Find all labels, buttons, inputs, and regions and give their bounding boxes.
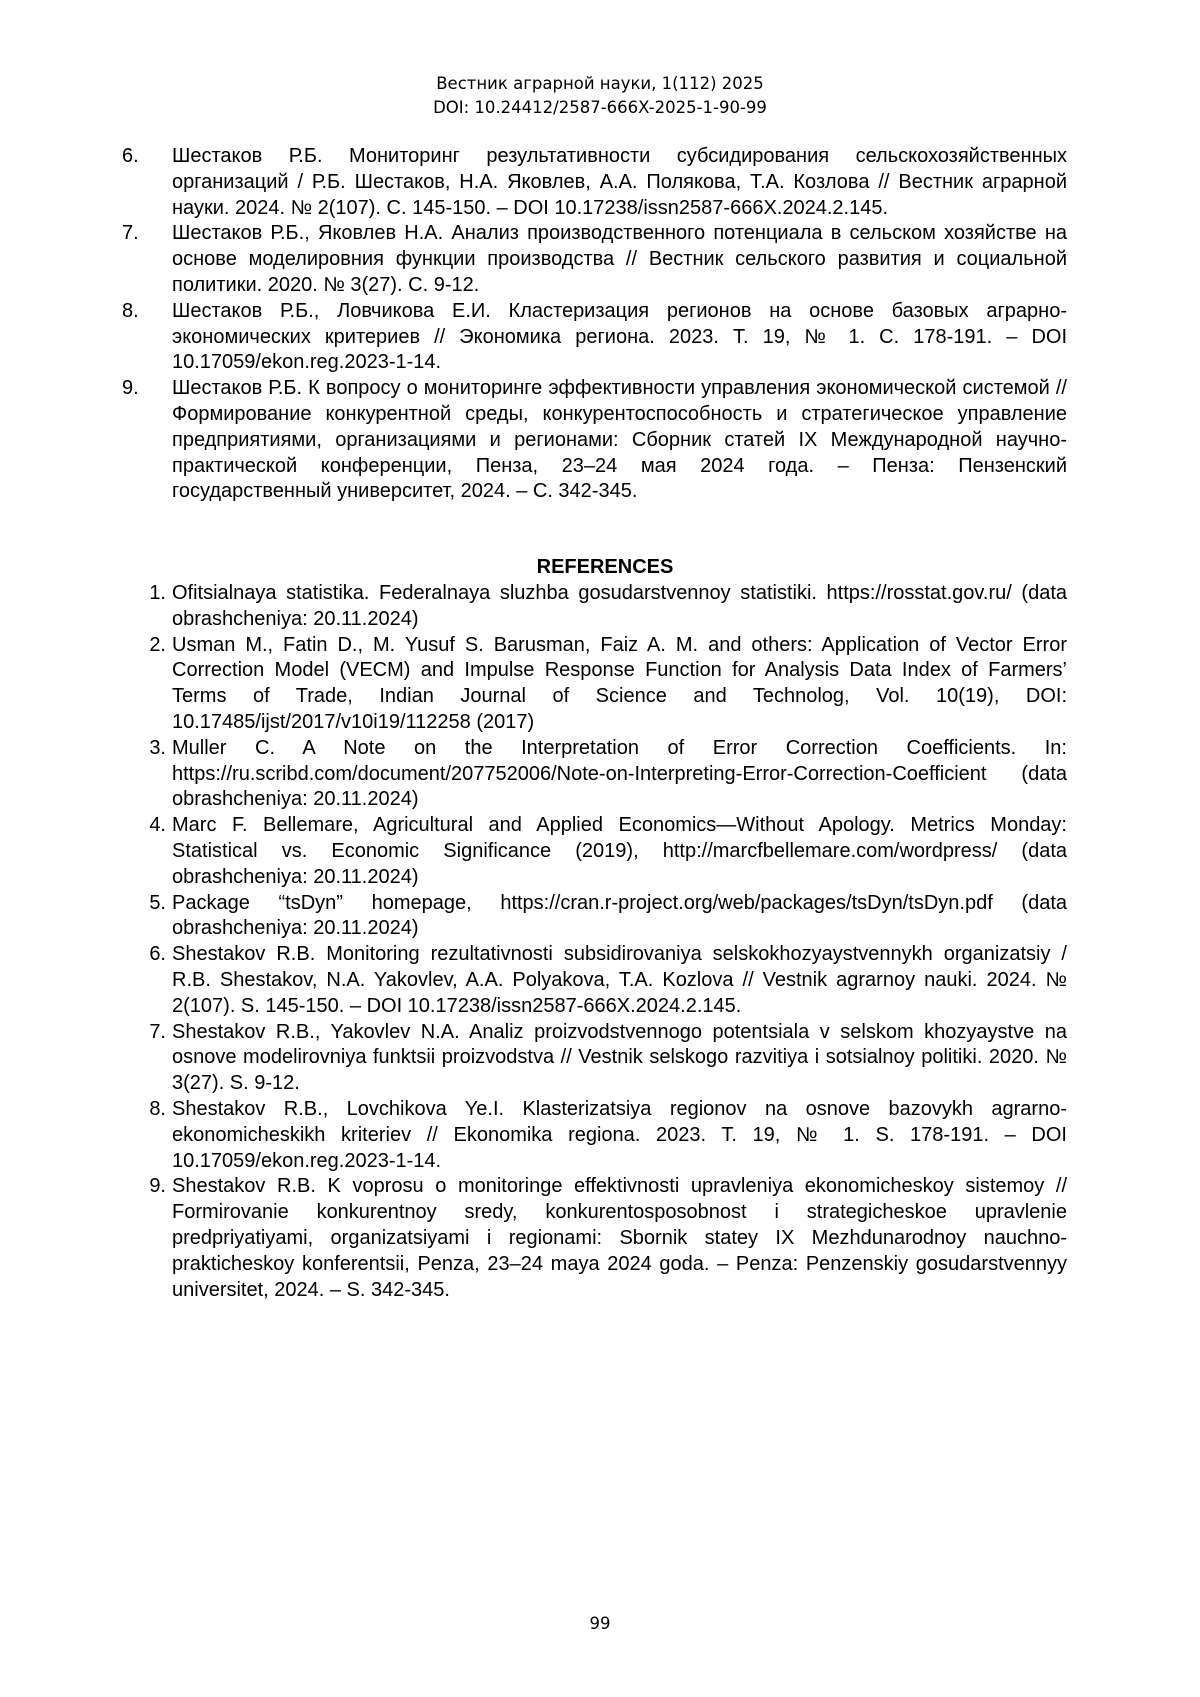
reference-item: [122, 942, 1067, 1019]
reference-text: Usman M., Fatin D., M. Yusuf S. Barusman, Faiz A. M. and others: Application of Vector Error Correction Model (VECM) and Impulse Response Function for Analysis Data Index of Farmers’ Terms of Trade, Indian Journal of Science and Technolog, Vol. 10(19), DOI: 10.17485/ijst/2017/v10i19/112258 (2017): [172, 633, 1067, 733]
english-reference-list: [122, 581, 1067, 1303]
reference-item: [122, 1174, 1067, 1303]
reference-number: 7.: [122, 222, 139, 245]
reference-text: Ofitsialnaya statistika. Federalnaya sluzhba gosudarstvennoy statistiki. https://rosstat.gov.ru/ (data obrashcheniya: 20.11.2024): [172, 582, 1067, 630]
reference-text: Shestakov R.B. K voprosu o monitoringe effektivnosti upravleniya ekonomicheskoy sistemoy // Formirovanie konkurentnoy sredy, konkurentosposobnost i strategicheskoe upravlenie predpriyatiyami, organizatsiyami i regionami: Sbornik statey IX Mezhdunarodnoy nauchno-prakticheskoy konferentsii, Penza, 23–24 maya 2024 goda. – Penza: Penzenskiy gosudarstvennyy universitet, 2024. – S. 342-345.: [172, 1175, 1067, 1301]
reference-text: Shestakov R.B., Lovchikova Ye.I. Klasterizatsiya regionov na osnove bazovykh agrarno-ekonomicheskikh kriteriev // Ekonomika regiona. 2023. T. 19, № 1. S. 178-191. – DOI 10.17059/ekon.reg.2023-1-14.: [172, 1097, 1067, 1172]
reference-number: 7.: [149, 1020, 166, 1043]
reference-number: 8.: [122, 299, 139, 322]
reference-number: 6.: [122, 145, 139, 167]
article-doi: DOI: 10.24412/2587-666X-2025-1-90-99: [433, 98, 767, 117]
reference-text: Marc F. Bellemare, Agricultural and Applied Economics—Without Apology. Metrics Monday: Statistical vs. Economic Significance (2019), http://marcfbellemare.com/wordpress/ (data obrashcheniya: 20.11.2024): [172, 814, 1067, 888]
reference-item: [122, 633, 1067, 736]
reference-text: Shestakov R.B., Yakovlev N.A. Analiz proizvodstvennogo potentsiala v selskom khozyaystve na osnove modelirovniya funktsii proizvodstva // Vestnik selskogo razvitiya i sotsialnoy politiki. 2020. № 3(27). S. 9-12.: [172, 1020, 1067, 1095]
reference-text: Шестаков Р.Б., Яковлев Н.А. Анализ производственного потенциала в сельском хозяйстве на основе моделировния функции производства // Вестник сельского развития и социальной политики. 2020. № 3(27). С. 9-12.: [172, 222, 1067, 296]
reference-item: [122, 144, 1067, 221]
reference-item: [122, 813, 1067, 890]
russian-reference-list: [122, 144, 1067, 505]
reference-item: [122, 376, 1067, 505]
reference-number: 5.: [149, 891, 166, 914]
reference-item: [122, 891, 1067, 943]
reference-text: Package “tsDyn” homepage, https://cran.r-project.org/web/packages/tsDyn/tsDyn.pdf (data obrashcheniya: 20.11.2024): [172, 891, 1067, 940]
reference-item: [122, 299, 1067, 376]
reference-text: Muller C. A Note on the Interpretation of Error Correction Coefficients. In: https://ru.scribd.com/document/207752006/Note-on-Interpreting-Error-Correction-Coefficient (data obrashcheniya: 20.11.2024): [172, 736, 1067, 811]
reference-text: Shestakov R.B. Monitoring rezultativnosti subsidirovaniya selskokhozyaystvennykh organizatsiy / R.B. Shestakov, N.A. Yakovlev, A.A. Polyakova, T.A. Kozlova // Vestnik agrarnoy nauki. 2024. № 2(107). S. 145-150. – DOI 10.17238/issn2587-666X.2024.2.145.: [172, 943, 1067, 1017]
reference-item: [122, 221, 1067, 298]
reference-number: 9.: [149, 1175, 166, 1198]
page-number: 99: [589, 1614, 611, 1633]
reference-number: 9.: [122, 377, 139, 400]
reference-number: 6.: [149, 943, 166, 966]
reference-number: 4.: [149, 814, 166, 837]
reference-item: [122, 736, 1067, 813]
reference-number: 1.: [149, 582, 166, 604]
reference-item: [122, 581, 1067, 633]
reference-text: Шестаков Р.Б. Мониторинг результативности субсидирования сельскохозяйственных организаций / Р.Б. Шестаков, Н.А. Яковлев, А.А. Полякова, Т.А. Козлова // Вестник аграрной науки. 2024. № 2(107). С. 145-150. – DOI 10.17238/issn2587-666X.2024.2.145.: [172, 145, 1067, 219]
page-header: [0, 72, 1200, 120]
journal-title: Вестник аграрной науки, 1(112) 2025: [436, 74, 764, 93]
references-heading: REFERENCES: [536, 556, 674, 578]
reference-number: 3.: [149, 736, 166, 759]
reference-text: Шестаков Р.Б. К вопросу о мониторинге эффективности управления экономической системой // Формирование конкурентной среды, конкурентоспособность и стратегическое управление предприятиями, организациями и регионами: Сборник статей IX Международной научно-практической конференции, Пенза, 23–24 мая 2024 года. – Пенза: Пензенский государственный университет, 2024. – С. 342-345.: [172, 377, 1067, 503]
reference-number: 2.: [149, 633, 166, 656]
reference-number: 8.: [149, 1097, 166, 1120]
reference-text: Шестаков Р.Б., Ловчикова Е.И. Кластеризация регионов на основе базовых аграрно-экономических критериев // Экономика региона. 2023. Т. 19, № 1. С. 178-191. – DOI 10.17059/ekon.reg.2023-1-14.: [172, 299, 1067, 374]
reference-item: [122, 1097, 1067, 1174]
reference-item: [122, 1020, 1067, 1097]
